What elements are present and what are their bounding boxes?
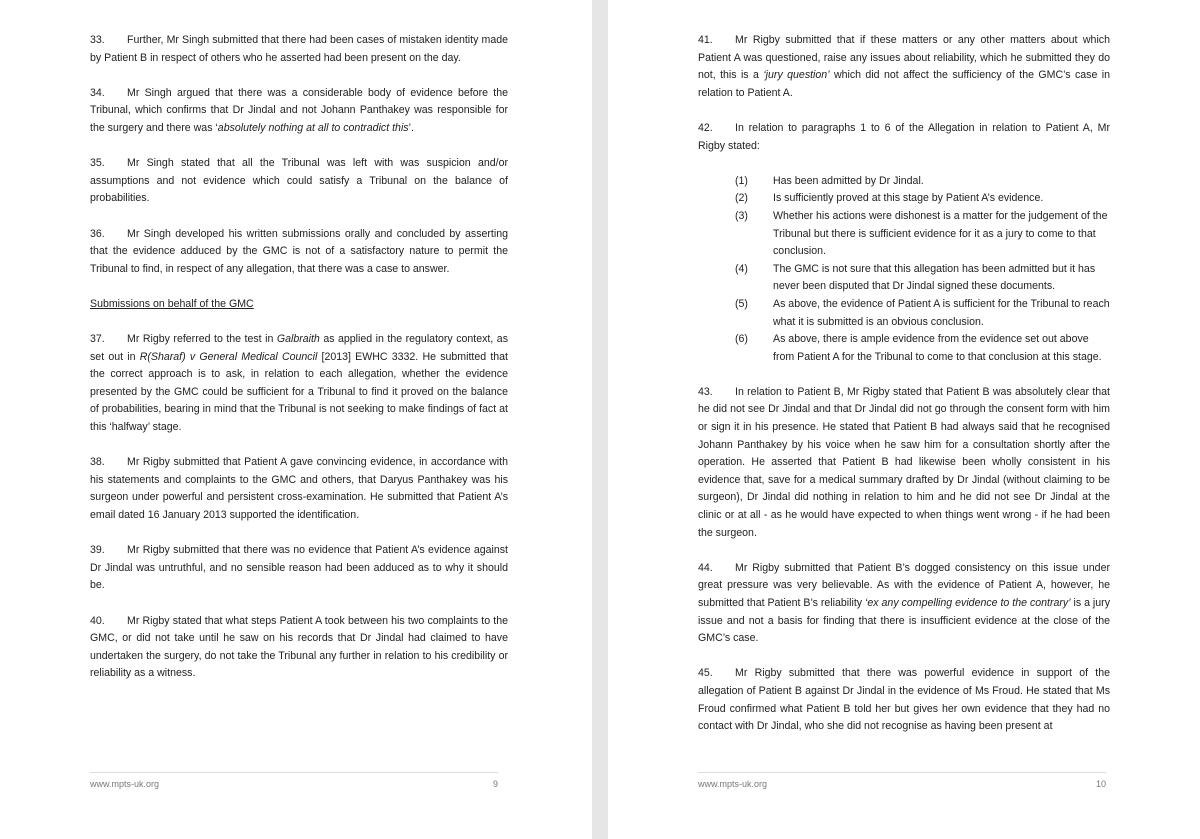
footer-site-link[interactable]: www.mpts-uk.org: [698, 779, 768, 789]
page-10-footer: [698, 772, 1106, 789]
page-number: 10: [1095, 779, 1106, 789]
page-9-footer: [90, 772, 498, 789]
page-number: 9: [492, 779, 498, 789]
paragraph-37: 37. Mr Rigby referred to the test in Galbraith as applied in the regulatory context, as set out in R(Sharaf) v General Medical Council [2013] EWHC 3332. He submitted that the correct approach is to ask, in relation to each allegation, whether the evidence presented by the GMC could be sufficient for a Tribunal to find it proved on the balance of probabilities, bearing in mind that the Tribunal is not seeking to make findings of fact at this ‘halfway’ stage.: [90, 333, 508, 434]
paragraph-45: 45. Mr Rigby submitted that there was powerful evidence in support of the allegation of Patient B against Dr Jindal in the evidence of Ms Froud. He stated that Ms Froud confirmed what Patient B told her but gives her own evidence that they had no contact with Dr Jindal, who she did not recognise as having been present at: [698, 667, 1110, 733]
page-10: [608, 0, 1200, 839]
list-item: (3) Whether his actions were dishonest is a matter for the judgement of the Tribunal but there is sufficient evidence for it as a jury to come to that conclusion.: [735, 209, 1108, 258]
paragraph-41: 41. Mr Rigby submitted that if these matters or any other matters about which Patient A was questioned, raise any issues about reliability, which he submitted they do not, this is a ‘jury question’ which did not affect the sufficiency of the GMC’s case in relation to Patient A.: [698, 34, 1110, 99]
paragraph-33: 33. Further, Mr Singh submitted that there had been cases of mistaken identity made by Patient B in respect of others who he asserted had been present on the day.: [90, 34, 508, 64]
list-item: (5) As above, the evidence of Patient A is sufficient for the Tribunal to reach what it is submitted is an obvious conclusion.: [735, 297, 1110, 328]
list-item: (1) Has been admitted by Dr Jindal.: [735, 174, 924, 187]
page-10-content: [698, 32, 1110, 753]
paragraph-35: 35. Mr Singh stated that all the Tribunal was left with was suspicion and/or assumptions and not evidence which could satisfy a Tribunal on the balance of probabilities.: [90, 157, 508, 205]
section-heading: Submissions on behalf of the GMC: [90, 297, 254, 310]
paragraph-40: 40. Mr Rigby stated that what steps Patient A took between his two complaints to the GMC, or did not take until he saw on his records that Dr Jindal had claimed to have undertaken the surgery, do not take the Tribunal any further in relation to his credibility or reliability as a witness.: [90, 614, 508, 680]
paragraph-34: 34. Mr Singh argued that there was a considerable body of evidence before the Tribunal, which confirms that Dr Jindal and not Johann Panthakey was responsible for the surgery and there was ‘absolutely nothing at all to contradict this’.: [90, 86, 508, 134]
paragraph-42: 42. In relation to paragraphs 1 to 6 of the Allegation in relation to Patient A, Mr Rigby stated:: [698, 121, 1110, 152]
page-9-content: [90, 32, 508, 701]
paragraph-38: 38. Mr Rigby submitted that Patient A gave convincing evidence, in accordance with his statements and complaints to the GMC and others, that Daryus Panthakey was his surgeon under powerful and persistent cross-examination. He submitted that Patient A’s email dated 16 January 2013 supported the identification.: [90, 456, 508, 522]
list-item: (6) As above, there is ample evidence from the evidence set out above from Patient A for the Tribunal to come to that conclusion at this stage.: [735, 333, 1102, 363]
paragraph-39: 39. Mr Rigby submitted that there was no evidence that Patient A’s evidence against Dr Jindal was untruthful, and no sensible reason had been adduced as to why it should be.: [90, 544, 508, 592]
page-9: [0, 0, 592, 839]
paragraph-43: 43. In relation to Patient B, Mr Rigby stated that Patient B was absolutely clear that he did not see Dr Jindal and that Dr Jindal did not go through the consent form with him or sign it in his presence. He stated that Patient B had always said that he recognised Johann Panthakey by his voice when he saw him for a consultation shortly after the operation. He asserted that Patient B had likewise been wholly consistent in his evidence that, save for a medical summary drafted by Dr Jindal (without claiming to be surgeon), Dr Jindal did nothing in relation to him and he did not see Dr Jindal at the clinic or at all - as he would have expected to when things went wrong - if he had been the surgeon.: [698, 385, 1110, 539]
list-item: (2) Is sufficiently proved at this stage by Patient A’s evidence.: [735, 192, 1044, 205]
allegation-list: [735, 173, 1110, 367]
paragraph-36: 36. Mr Singh developed his written submissions orally and concluded by asserting that the evidence adduced by the GMC is not of a satisfactory nature to permit the Tribunal to find, in respect of any allegation, that there was a case to answer.: [90, 227, 508, 275]
paragraph-44: 44. Mr Rigby submitted that Patient B’s dogged consistency on this issue under great pressure was very believable. As with the evidence of Patient A, however, he submitted that Patient B’s reliability ‘ex any compelling evidence to the contrary’ is a jury issue and not a basis for finding that there is insufficient evidence at the close of the GMC’s case.: [698, 561, 1111, 645]
footer-site-link[interactable]: www.mpts-uk.org: [90, 779, 160, 789]
list-item: (4) The GMC is not sure that this allegation has been admitted but it has never been disputed that Dr Jindal signed these documents.: [735, 262, 1096, 293]
